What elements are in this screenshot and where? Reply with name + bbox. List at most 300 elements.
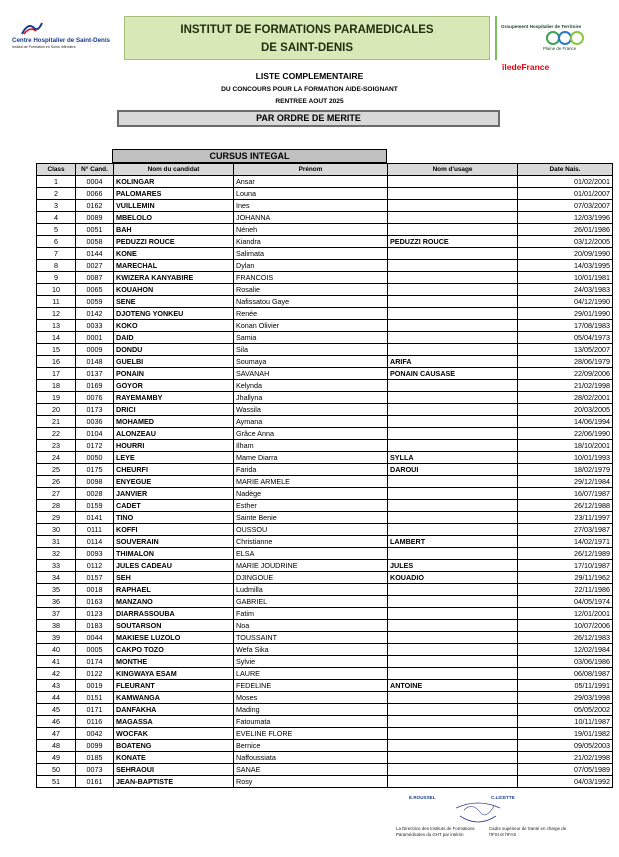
cell-usage: [388, 308, 518, 320]
cell-num: 0144: [76, 248, 114, 260]
cell-nom: BOATENG: [114, 740, 234, 752]
col-prenom-header: Prénom: [234, 164, 388, 176]
cell-classe: 5: [37, 224, 76, 236]
table-row: [37, 260, 613, 272]
cell-num: 0116: [76, 716, 114, 728]
cell-usage: [388, 428, 518, 440]
table-header-row: [37, 164, 613, 176]
ght-logo: [495, 16, 595, 60]
cell-prenom: JOHANNA: [234, 212, 388, 224]
table-row: [37, 392, 613, 404]
table-row: [37, 512, 613, 524]
table-row: [37, 404, 613, 416]
cell-num: 0169: [76, 380, 114, 392]
cell-prenom: Christianne: [234, 536, 388, 548]
cell-usage: [388, 404, 518, 416]
cell-usage: JULES: [388, 560, 518, 572]
cell-nom: TINO: [114, 512, 234, 524]
cell-num: 0114: [76, 536, 114, 548]
cell-nom: DIARRASSOUBA: [114, 608, 234, 620]
cell-classe: 19: [37, 392, 76, 404]
cell-nom: CAKPO TOZO: [114, 644, 234, 656]
table-row: [37, 476, 613, 488]
cell-date: 17/08/1983: [518, 320, 613, 332]
ght-logo-icon: [541, 31, 587, 45]
table-row: [37, 320, 613, 332]
cell-date: 23/11/1997: [518, 512, 613, 524]
cell-num: 0161: [76, 776, 114, 788]
cell-prenom: Aymana: [234, 416, 388, 428]
cell-usage: [388, 776, 518, 788]
cell-nom: KONE: [114, 248, 234, 260]
cell-classe: 21: [37, 416, 76, 428]
cell-prenom: Ilham: [234, 440, 388, 452]
cell-nom: MOHAMED: [114, 416, 234, 428]
cell-classe: 4: [37, 212, 76, 224]
cell-date: 22/06/1990: [518, 428, 613, 440]
cell-classe: 42: [37, 668, 76, 680]
cell-prenom: Sylvie: [234, 656, 388, 668]
cell-classe: 3: [37, 200, 76, 212]
cell-nom: KOUAHON: [114, 284, 234, 296]
cell-nom: HOURRI: [114, 440, 234, 452]
cell-date: 16/07/1987: [518, 488, 613, 500]
director-name: E.ROUSSEL: [409, 795, 436, 800]
cell-classe: 47: [37, 728, 76, 740]
cell-date: 29/12/1984: [518, 476, 613, 488]
cell-nom: KAMWANGA: [114, 692, 234, 704]
table-row: [37, 656, 613, 668]
cell-classe: 2: [37, 188, 76, 200]
table-row: [37, 764, 613, 776]
cell-prenom: Soumaya: [234, 356, 388, 368]
cell-prenom: Ansar: [234, 176, 388, 188]
cell-usage: ARIFA: [388, 356, 518, 368]
cell-usage: [388, 608, 518, 620]
cell-classe: 14: [37, 332, 76, 344]
cell-nom: ALONZEAU: [114, 428, 234, 440]
cell-usage: KOUADIO: [388, 572, 518, 584]
cell-prenom: FEDELINE: [234, 680, 388, 692]
table-row: [37, 548, 613, 560]
cell-num: 0163: [76, 596, 114, 608]
cell-prenom: Salimata: [234, 248, 388, 260]
cell-prenom: Nadège: [234, 488, 388, 500]
table-row: [37, 596, 613, 608]
institute-banner: [124, 16, 490, 60]
cell-nom: RAYEMAMBY: [114, 392, 234, 404]
director-title: La Directrice des Instituts de Formations Paramédicales du GHT par intérim: [396, 826, 475, 837]
cell-classe: 11: [37, 296, 76, 308]
cell-nom: MAGASSA: [114, 716, 234, 728]
table-row: [37, 236, 613, 248]
cell-date: 01/01/2007: [518, 188, 613, 200]
cell-nom: DANFAKHA: [114, 704, 234, 716]
table-row: [37, 428, 613, 440]
cell-classe: 36: [37, 596, 76, 608]
cell-prenom: Rosalie: [234, 284, 388, 296]
cell-date: 20/09/1990: [518, 248, 613, 260]
cell-num: 0042: [76, 728, 114, 740]
cell-num: 0112: [76, 560, 114, 572]
cell-classe: 46: [37, 716, 76, 728]
cell-num: 0004: [76, 176, 114, 188]
cell-classe: 13: [37, 320, 76, 332]
cell-prenom: Ludmilla: [234, 584, 388, 596]
cell-num: 0173: [76, 404, 114, 416]
cell-nom: CHEURFI: [114, 464, 234, 476]
table-row: [37, 692, 613, 704]
table-row: [37, 272, 613, 284]
cell-classe: 28: [37, 500, 76, 512]
cell-classe: 43: [37, 680, 76, 692]
cell-classe: 20: [37, 404, 76, 416]
cell-classe: 18: [37, 380, 76, 392]
cell-date: 28/06/1979: [518, 356, 613, 368]
ght-subtitle: Plaine de France: [543, 46, 577, 51]
cell-usage: [388, 212, 518, 224]
cell-prenom: Konan Olivier: [234, 320, 388, 332]
cell-classe: 31: [37, 536, 76, 548]
cell-num: 0009: [76, 344, 114, 356]
table-row: [37, 368, 613, 380]
cell-classe: 44: [37, 692, 76, 704]
table-row: [37, 248, 613, 260]
table-row: [37, 332, 613, 344]
cell-classe: 15: [37, 344, 76, 356]
table-row: [37, 644, 613, 656]
cell-nom: THIMALON: [114, 548, 234, 560]
cell-num: 0059: [76, 296, 114, 308]
cell-usage: [388, 500, 518, 512]
cursus-header: CURSUS INTEGAL: [112, 149, 387, 163]
cell-nom: RAPHAEL: [114, 584, 234, 596]
cell-nom: JULES CADEAU: [114, 560, 234, 572]
cell-classe: 40: [37, 644, 76, 656]
cell-prenom: Néneh: [234, 224, 388, 236]
cell-prenom: Sainte Benie: [234, 512, 388, 524]
cell-date: 07/05/1989: [518, 764, 613, 776]
cell-date: 10/11/1987: [518, 716, 613, 728]
cell-date: 26/01/1986: [518, 224, 613, 236]
cell-date: 14/02/1971: [518, 536, 613, 548]
cell-usage: [388, 248, 518, 260]
cell-num: 0089: [76, 212, 114, 224]
cell-prenom: Fatim: [234, 608, 388, 620]
cell-prenom: OUSSOU: [234, 524, 388, 536]
table-row: [37, 740, 613, 752]
cell-usage: [388, 752, 518, 764]
cell-num: 0058: [76, 236, 114, 248]
cell-usage: [388, 476, 518, 488]
cell-date: 20/03/2005: [518, 404, 613, 416]
cell-usage: [388, 584, 518, 596]
cell-classe: 25: [37, 464, 76, 476]
cell-date: 09/05/2003: [518, 740, 613, 752]
cell-num: 0066: [76, 188, 114, 200]
cell-classe: 6: [37, 236, 76, 248]
cell-nom: VUILLEMIN: [114, 200, 234, 212]
cell-usage: [388, 320, 518, 332]
cell-usage: [388, 392, 518, 404]
table-row: [37, 488, 613, 500]
col-classe-header: Class: [37, 164, 76, 176]
cell-usage: [388, 620, 518, 632]
cell-nom: DONDU: [114, 344, 234, 356]
cell-usage: [388, 716, 518, 728]
cell-classe: 16: [37, 356, 76, 368]
cell-prenom: Fatoumata: [234, 716, 388, 728]
table-row: [37, 356, 613, 368]
cadre-title: Cadre supérieur de Santé en charge de l'IFSI et l'IFAS: [489, 826, 567, 837]
cell-nom: MONTHE: [114, 656, 234, 668]
cell-usage: [388, 284, 518, 296]
cell-classe: 34: [37, 572, 76, 584]
cell-usage: [388, 200, 518, 212]
col-usage-header: Nom d'usage: [388, 164, 518, 176]
cell-usage: [388, 656, 518, 668]
cell-usage: [388, 272, 518, 284]
cell-nom: BAH: [114, 224, 234, 236]
cell-classe: 1: [37, 176, 76, 188]
cell-num: 0099: [76, 740, 114, 752]
cell-nom: KOKO: [114, 320, 234, 332]
cell-num: 0104: [76, 428, 114, 440]
rentree-title: RENTREE AOUT 2025: [275, 98, 344, 105]
table-row: [37, 500, 613, 512]
cell-usage: ANTOINE: [388, 680, 518, 692]
cell-nom: PONAIN: [114, 368, 234, 380]
cell-classe: 9: [37, 272, 76, 284]
hospital-logo-icon: [20, 20, 44, 36]
cell-classe: 33: [37, 560, 76, 572]
cell-date: 18/10/2001: [518, 440, 613, 452]
cell-date: 03/06/1986: [518, 656, 613, 668]
cell-nom: ENYEGUE: [114, 476, 234, 488]
cell-prenom: Sila: [234, 344, 388, 356]
cell-usage: [388, 668, 518, 680]
cell-nom: KONATE: [114, 752, 234, 764]
cell-num: 0033: [76, 320, 114, 332]
cell-date: 18/02/1979: [518, 464, 613, 476]
cell-prenom: FRANCOIS: [234, 272, 388, 284]
cell-prenom: Kelynda: [234, 380, 388, 392]
cell-nom: CADET: [114, 500, 234, 512]
cell-date: 04/12/1990: [518, 296, 613, 308]
cell-classe: 32: [37, 548, 76, 560]
table-row: [37, 632, 613, 644]
cell-num: 0159: [76, 500, 114, 512]
cell-nom: MAKIESE LUZOLO: [114, 632, 234, 644]
cell-prenom: Naffoussiata: [234, 752, 388, 764]
cell-classe: 35: [37, 584, 76, 596]
table-row: [37, 224, 613, 236]
cell-nom: KOLINGAR: [114, 176, 234, 188]
cell-nom: SENE: [114, 296, 234, 308]
cell-usage: [388, 440, 518, 452]
cell-classe: 7: [37, 248, 76, 260]
cell-nom: SOUVERAIN: [114, 536, 234, 548]
cell-date: 26/12/1989: [518, 548, 613, 560]
cell-date: 10/07/2006: [518, 620, 613, 632]
cell-usage: [388, 524, 518, 536]
cell-date: 05/05/2002: [518, 704, 613, 716]
cell-prenom: EVELINE FLORE: [234, 728, 388, 740]
table-row: [37, 776, 613, 788]
cell-date: 29/01/1990: [518, 308, 613, 320]
cell-num: 0175: [76, 464, 114, 476]
cell-usage: [388, 632, 518, 644]
cell-nom: SOUTARSON: [114, 620, 234, 632]
cell-prenom: ELSA: [234, 548, 388, 560]
cell-num: 0005: [76, 644, 114, 656]
cell-num: 0174: [76, 656, 114, 668]
cell-classe: 41: [37, 656, 76, 668]
cell-num: 0073: [76, 764, 114, 776]
cell-nom: MARECHAL: [114, 260, 234, 272]
cell-prenom: Farida: [234, 464, 388, 476]
cell-date: 14/06/1994: [518, 416, 613, 428]
cell-num: 0065: [76, 284, 114, 296]
col-date-header: Date Nais.: [518, 164, 613, 176]
cell-prenom: Moses: [234, 692, 388, 704]
cell-usage: [388, 176, 518, 188]
cell-date: 12/03/1996: [518, 212, 613, 224]
cell-nom: GUELBI: [114, 356, 234, 368]
cell-usage: LAMBERT: [388, 536, 518, 548]
cell-classe: 48: [37, 740, 76, 752]
table-row: [37, 584, 613, 596]
cell-prenom: Kiandra: [234, 236, 388, 248]
table-row: [37, 284, 613, 296]
cell-num: 0028: [76, 488, 114, 500]
cell-classe: 29: [37, 512, 76, 524]
cell-usage: [388, 188, 518, 200]
table-row: [37, 728, 613, 740]
cell-date: 26/12/1988: [518, 500, 613, 512]
table-row: [37, 464, 613, 476]
cell-nom: SEHRAOUI: [114, 764, 234, 776]
cell-date: 04/03/1992: [518, 776, 613, 788]
cell-num: 0027: [76, 260, 114, 272]
cadre-name: C.LICETTE: [491, 795, 515, 800]
table-row: [37, 188, 613, 200]
cell-prenom: Renée: [234, 308, 388, 320]
cell-date: 22/09/2006: [518, 368, 613, 380]
candidate-table: [36, 163, 613, 788]
cell-usage: [388, 416, 518, 428]
table-row: [37, 668, 613, 680]
table-row: [37, 536, 613, 548]
cell-prenom: SANAE: [234, 764, 388, 776]
cell-date: 07/03/2007: [518, 200, 613, 212]
cell-classe: 12: [37, 308, 76, 320]
table-row: [37, 524, 613, 536]
cell-prenom: TOUSSAINT: [234, 632, 388, 644]
cell-usage: [388, 380, 518, 392]
cell-usage: PEDUZZI ROUCE: [388, 236, 518, 248]
cell-classe: 45: [37, 704, 76, 716]
cell-prenom: Noa: [234, 620, 388, 632]
table-row: [37, 680, 613, 692]
table-row: [37, 416, 613, 428]
cell-prenom: Mading: [234, 704, 388, 716]
cell-nom: MBELOLO: [114, 212, 234, 224]
cell-date: 26/12/1983: [518, 632, 613, 644]
cell-date: 21/02/1998: [518, 752, 613, 764]
cell-usage: [388, 728, 518, 740]
cell-num: 0001: [76, 332, 114, 344]
cell-num: 0172: [76, 440, 114, 452]
cell-num: 0148: [76, 356, 114, 368]
cell-prenom: Esther: [234, 500, 388, 512]
cell-prenom: Dylan: [234, 260, 388, 272]
table-body: [37, 176, 613, 788]
cell-prenom: Wassila: [234, 404, 388, 416]
table-row: [37, 380, 613, 392]
table-row: [37, 200, 613, 212]
table-row: [37, 344, 613, 356]
hospital-logo: [12, 20, 122, 54]
cell-prenom: Jhallyna: [234, 392, 388, 404]
cell-nom: DJOTENG YONKEU: [114, 308, 234, 320]
cell-classe: 51: [37, 776, 76, 788]
cell-prenom: Bernice: [234, 740, 388, 752]
cell-prenom: LAURE: [234, 668, 388, 680]
table-row: [37, 212, 613, 224]
cell-usage: [388, 260, 518, 272]
cell-usage: [388, 296, 518, 308]
cell-prenom: Grâce Anna: [234, 428, 388, 440]
cell-nom: PALOMARES: [114, 188, 234, 200]
cell-prenom: Mame Diarra: [234, 452, 388, 464]
table-row: [37, 572, 613, 584]
cell-num: 0183: [76, 620, 114, 632]
cell-usage: [388, 644, 518, 656]
table-row: [37, 176, 613, 188]
hospital-subtitle: Institut de Formation en Soins Infirmiers: [12, 45, 76, 49]
table-row: [37, 620, 613, 632]
cell-usage: [388, 344, 518, 356]
cell-nom: LEYE: [114, 452, 234, 464]
concours-title: DU CONCOURS POUR LA FORMATION AIDE-SOIGNANT: [221, 86, 398, 93]
cell-date: 27/03/1987: [518, 524, 613, 536]
cell-num: 0087: [76, 272, 114, 284]
cell-prenom: Samia: [234, 332, 388, 344]
cell-usage: [388, 224, 518, 236]
list-title: LISTE COMPLEMENTAIRE: [255, 71, 364, 81]
cell-classe: 39: [37, 632, 76, 644]
cell-usage: SYLLA: [388, 452, 518, 464]
cell-date: 03/12/2005: [518, 236, 613, 248]
cell-prenom: Wefa Sika: [234, 644, 388, 656]
col-num-header: N° Cand.: [76, 164, 114, 176]
cell-nom: WOCFAK: [114, 728, 234, 740]
cell-date: 01/02/2001: [518, 176, 613, 188]
cell-date: 29/03/1998: [518, 692, 613, 704]
cell-num: 0162: [76, 200, 114, 212]
cell-prenom: Ines: [234, 200, 388, 212]
cell-date: 17/10/1987: [518, 560, 613, 572]
cell-usage: [388, 512, 518, 524]
cell-num: 0141: [76, 512, 114, 524]
cell-nom: JANVIER: [114, 488, 234, 500]
cell-date: 10/01/1981: [518, 272, 613, 284]
cell-usage: [388, 332, 518, 344]
cell-date: 28/02/2001: [518, 392, 613, 404]
cell-num: 0171: [76, 704, 114, 716]
banner-line-1: INSTITUT DE FORMATIONS PARAMEDICALES: [180, 24, 434, 36]
